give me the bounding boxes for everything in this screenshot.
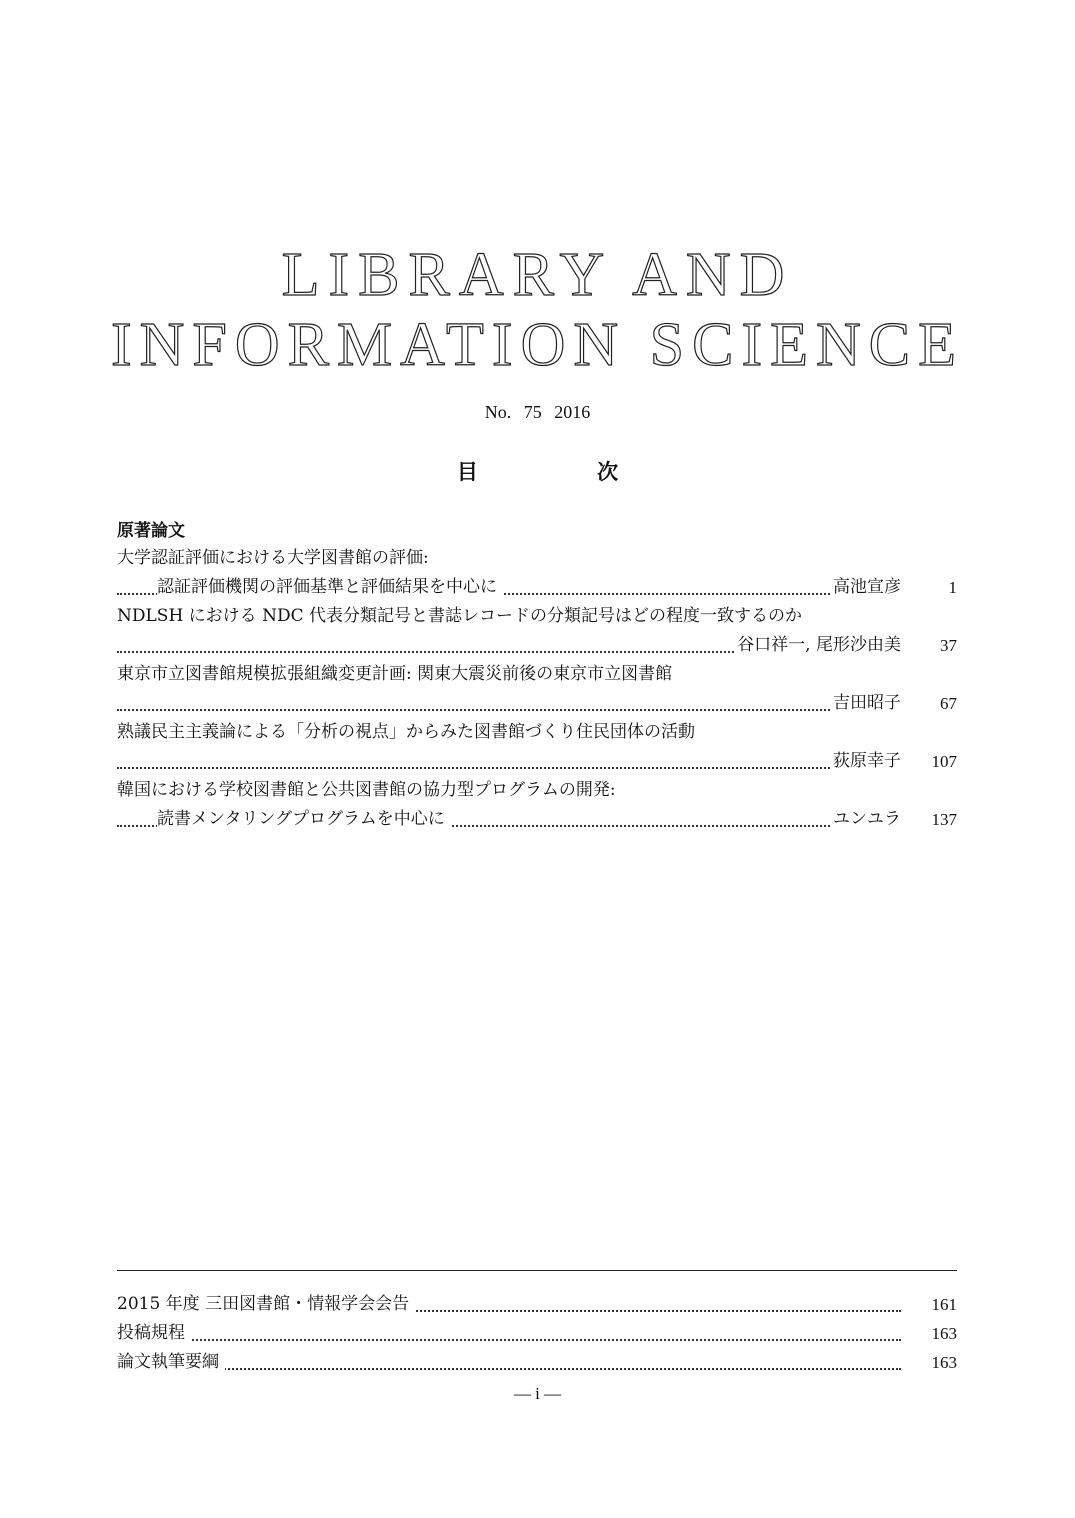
footer-divider: [117, 1270, 957, 1271]
toc-entry-page: 1: [948, 578, 957, 597]
toc-entry-page: 137: [931, 810, 957, 829]
toc-entry-page: 107: [931, 752, 957, 771]
back-matter-title[interactable]: 投稿規程: [117, 1319, 191, 1348]
journal-title-line1: LIBRARY AND: [281, 241, 794, 309]
back-matter-entry: [117, 1290, 957, 1319]
back-matter-title[interactable]: 2015 年度 三田図書館・情報学会会告: [117, 1290, 415, 1319]
toc-entry-1-subtitle-line: [117, 573, 957, 602]
dot-leader: [117, 1368, 901, 1370]
toc-entry-subtitle[interactable]: 認証評価機関の評価基準と評価結果を中心に: [157, 573, 503, 602]
toc-entry-author: 谷口祥一, 尾形沙由美: [735, 631, 901, 660]
toc-entry-4-title-line: [117, 718, 957, 747]
section-label: 原著論文: [117, 521, 185, 541]
toc-entry-1-title-line: [117, 544, 957, 573]
page-folio: — i —: [513, 1384, 562, 1403]
toc-entry-2-author-line: [117, 631, 957, 660]
back-matter-page: 161: [931, 1295, 957, 1314]
dot-leader: [117, 767, 901, 769]
toc-entry-author: ユンユラ: [831, 805, 901, 834]
journal-title-line2: INFORMATION SCIENCE: [111, 311, 964, 379]
toc-entry-5-subtitle-line: [117, 805, 957, 834]
back-matter-title[interactable]: 論文執筆要綱: [117, 1348, 225, 1377]
toc-entry-subtitle[interactable]: 読書メンタリングプログラムを中心に: [157, 805, 451, 834]
dot-leader: [117, 709, 901, 711]
toc-entry-title[interactable]: 東京市立図書館規模拡張組織変更計画: 関東大震災前後の東京市立図書館: [117, 660, 678, 689]
toc-entry-3-title-line: [117, 660, 957, 689]
toc-entry-4-author-line: [117, 747, 957, 776]
toc-entry-title[interactable]: 大学認証評価における大学図書館の評価:: [117, 544, 435, 573]
toc-entry-author: 荻原幸子: [831, 747, 901, 776]
back-matter-page: 163: [931, 1324, 957, 1343]
toc-entry-5-title-line: [117, 776, 957, 805]
toc-entry-2-title-line: [117, 602, 957, 631]
toc-entry-title[interactable]: 熟議民主主義論による「分析の視点」からみた図書館づくり住民団体の活動: [117, 718, 701, 747]
back-matter-entry: [117, 1348, 957, 1377]
toc-entry-title[interactable]: 韓国における学校図書館と公共図書館の協力型プログラムの開発:: [117, 776, 622, 805]
toc-entry-author: 高池宣彦: [831, 573, 901, 602]
dot-leader: [117, 1339, 901, 1341]
toc-heading: 目 次: [456, 460, 675, 484]
toc-entry-page: 67: [940, 694, 957, 713]
toc-entry-author: 吉田昭子: [831, 689, 901, 718]
toc-entry-3-author-line: [117, 689, 957, 718]
toc-entries: [117, 544, 957, 834]
back-matter-entry: [117, 1319, 957, 1348]
back-matter-entries: [117, 1290, 957, 1377]
toc-entry-page: 37: [940, 636, 957, 655]
issue-number: No. 75 2016: [484, 402, 591, 422]
back-matter-page: 163: [931, 1353, 957, 1372]
toc-entry-title[interactable]: NDLSH における NDC 代表分類記号と書誌レコードの分類記号はどの程度一致するのか: [117, 602, 808, 631]
